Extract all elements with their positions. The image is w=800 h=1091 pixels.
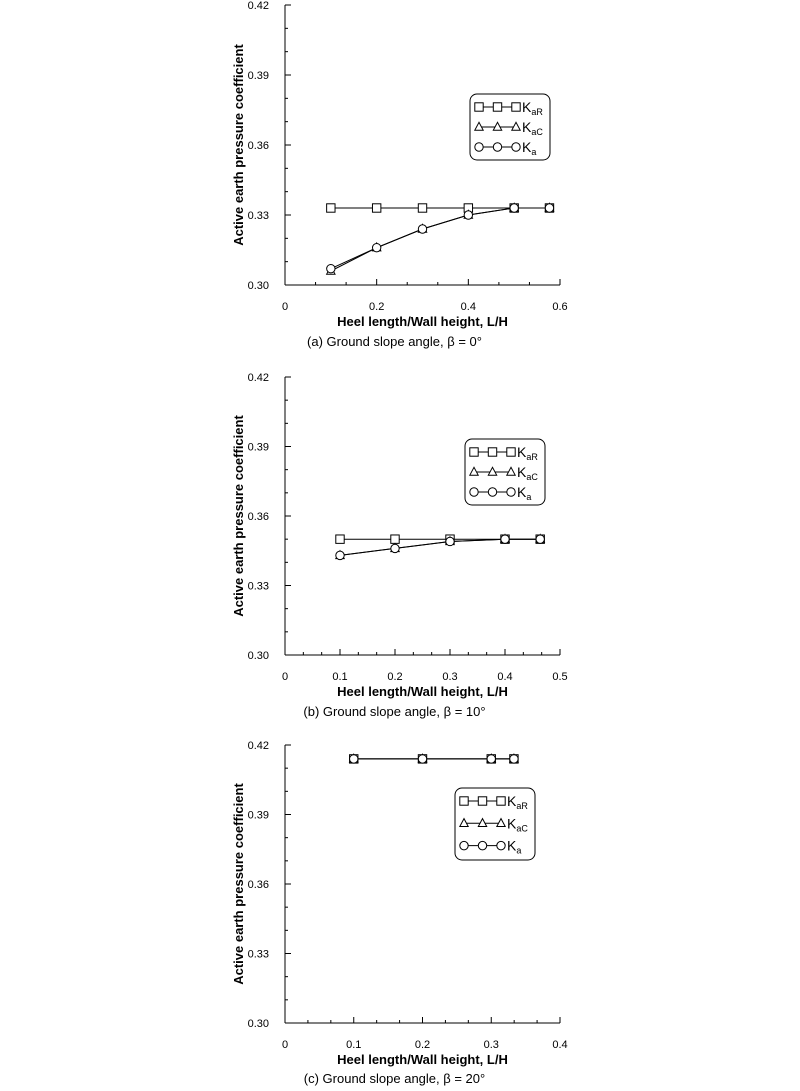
x-tick-label: 0 [281,301,289,313]
y-tick-label: 0.36 [247,511,269,523]
data-point-circle [391,544,399,552]
legend-label: $K_{aC}$ [517,464,538,482]
series-Ka [350,755,519,763]
x-tick-label: 0.4 [460,301,476,313]
x-tick-label: 0 [281,671,289,683]
series-Ka [336,535,545,560]
y-tick-label: 0.42 [247,372,269,384]
data-point-square [336,535,344,543]
series-line [340,539,540,555]
y-tick-label: 0.33 [247,210,269,222]
y-axis-label: Active earth pressure coefficient [231,44,246,246]
y-tick-label: 0.39 [247,441,269,454]
x-tick-label: 0.4 [552,1039,568,1051]
x-tick-label: 0.4 [497,671,513,683]
series-line [340,539,540,555]
legend-label: $K_{aR}$ [507,793,528,811]
y-tick-label: 0.30 [247,1018,269,1030]
x-tick-label: 0.1 [346,1039,362,1051]
data-point-square [372,204,380,212]
x-tick-label: 0.6 [552,301,568,313]
legend-label: $K_{aR}$ [522,99,543,117]
data-point-circle [501,535,509,543]
legend-marker-square [478,797,486,805]
legend-marker-square [470,448,478,456]
data-point-square [391,535,399,543]
panel-caption: (b) Ground slope angle, β = 10° [303,704,486,719]
y-axis-label: Active earth pressure coefficient [231,783,246,985]
x-tick-label: 0.5 [552,671,568,683]
x-tick-label: 0.3 [483,1039,499,1051]
legend [470,94,550,160]
series-line [331,208,550,269]
data-point-circle [536,535,544,543]
x-tick-label: 0.2 [369,301,385,313]
legend-marker-square [512,103,520,111]
x-tick-label: 0.2 [414,1039,431,1051]
y-axis-label: Active earth pressure coefficient [231,415,246,617]
data-point-circle [446,537,454,545]
data-point-square [418,204,426,212]
series-Ka [327,204,554,273]
panel-caption: (a) Ground slope angle, β = 0° [307,334,482,349]
legend-label: $K_{aR}$ [517,444,538,462]
legend-label: $K_a$ [507,837,522,856]
data-point-circle [510,204,518,212]
legend-marker-square [488,448,496,456]
legend-marker-circle [497,841,505,849]
data-point-circle [372,243,380,251]
y-tick-label: 0.36 [247,879,269,891]
legend-label: $K_{aC}$ [507,815,528,834]
legend-marker-circle [512,143,520,151]
series-line [331,208,550,271]
legend-marker-square [493,103,501,111]
x-tick-label: 0.2 [387,671,403,683]
chart-panel-c [231,740,568,1086]
legend-label: $K_a$ [522,139,537,157]
series-KaC [336,534,545,558]
legend-marker-circle [507,488,515,496]
y-tick-label: 0.30 [247,650,269,662]
data-point-circle [545,204,553,212]
data-point-circle [418,755,426,763]
y-tick-label: 0.33 [247,948,269,961]
data-point-circle [487,755,495,763]
legend-marker-square [507,448,515,456]
data-point-circle [464,211,472,219]
data-point-circle [336,551,344,559]
x-tick-label: 0.1 [332,671,348,683]
legend [465,439,545,505]
legend-marker-square [497,797,505,805]
y-tick-label: 0.33 [247,580,269,593]
data-point-circle [418,225,426,233]
legend-marker-circle [460,841,468,849]
legend-marker-circle [475,143,483,151]
y-tick-label: 0.30 [247,280,269,292]
legend-label: $K_a$ [517,484,532,502]
x-axis-label: Heel length/Wall height, L/H [337,314,508,329]
data-point-circle [327,264,335,272]
chart-panel-b [231,372,568,719]
chart-panel-a [231,0,568,349]
data-point-square [327,204,335,212]
series-KaC [327,203,554,274]
y-tick-label: 0.42 [247,0,269,12]
legend-marker-square [460,797,468,805]
legend-marker-circle [493,143,501,151]
x-tick-label: 0 [281,1039,289,1051]
y-tick-label: 0.39 [247,809,269,822]
legend-marker-circle [470,488,478,496]
y-tick-label: 0.42 [247,740,269,752]
y-tick-label: 0.36 [247,140,269,152]
legend-marker-circle [488,488,496,496]
legend-label: $K_{aC}$ [522,119,543,137]
data-point-circle [510,755,518,763]
legend [455,788,535,860]
data-point-circle [350,755,358,763]
legend-marker-square [475,103,483,111]
x-tick-label: 0.3 [442,671,458,683]
y-tick-label: 0.39 [247,70,269,82]
legend-marker-circle [478,841,486,849]
x-axis-label: Heel length/Wall height, L/H [337,1052,508,1067]
panel-caption: (c) Ground slope angle, β = 20° [303,1071,486,1086]
x-axis-label: Heel length/Wall height, L/H [337,684,508,699]
